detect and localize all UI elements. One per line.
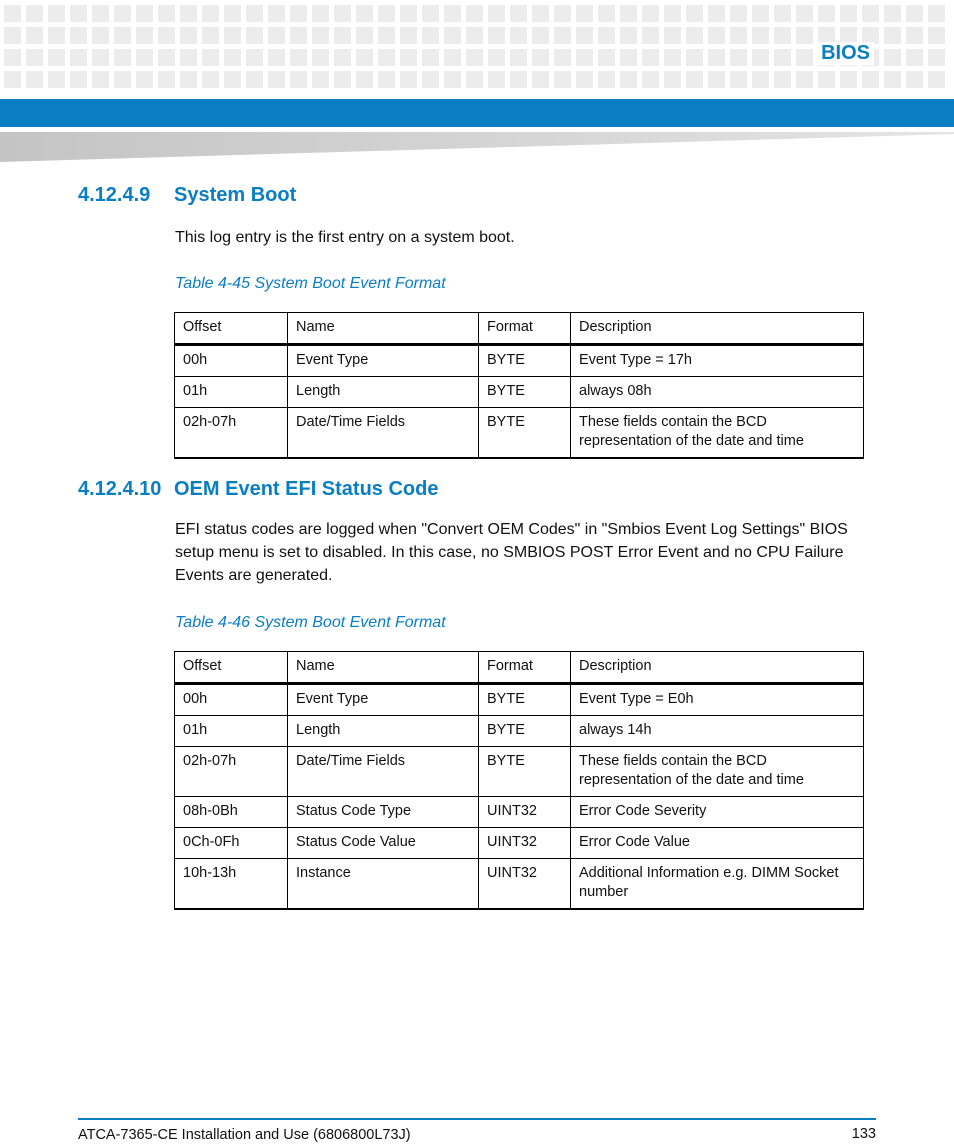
- oem-event-format-table: [174, 651, 864, 910]
- table-row: [175, 408, 864, 459]
- column-header-description: Description: [571, 313, 864, 345]
- cell-name: Instance: [288, 859, 479, 910]
- section-title: OEM Event EFI Status Code: [174, 478, 439, 500]
- cell-description: Event Type = E0h: [571, 684, 864, 716]
- cell-offset: 0Ch-0Fh: [175, 828, 288, 859]
- cell-name: Event Type: [288, 684, 479, 716]
- cell-format: BYTE: [479, 716, 571, 747]
- cell-offset: 08h-0Bh: [175, 797, 288, 828]
- cell-offset: 10h-13h: [175, 859, 288, 910]
- cell-format: BYTE: [479, 408, 571, 459]
- column-header-name: Name: [288, 313, 479, 345]
- table-row: [175, 797, 864, 828]
- footer-document-title: ATCA-7365-CE Installation and Use (6806800L73J): [78, 1127, 411, 1143]
- cell-name: Date/Time Fields: [288, 408, 479, 459]
- cell-offset: 02h-07h: [175, 747, 288, 797]
- cell-description: always 14h: [571, 716, 864, 747]
- table-row: [175, 716, 864, 747]
- column-header-offset: Offset: [175, 652, 288, 684]
- cell-name: Status Code Type: [288, 797, 479, 828]
- cell-name: Event Type: [288, 345, 479, 377]
- table-caption: Table 4-45 System Boot Event Format: [175, 275, 446, 292]
- cell-offset: 01h: [175, 716, 288, 747]
- table-row: [175, 828, 864, 859]
- cell-description: Error Code Severity: [571, 797, 864, 828]
- system-boot-format-table: [174, 312, 864, 459]
- section-body-text: EFI status codes are logged when "Convert OEM Codes" in "Smbios Event Log Settings" BIOS setup menu is set to disabled. In this case, no SMBIOS POST Error Event and no CPU Failure Events are generated.: [175, 521, 848, 584]
- section-heading-system-boot: [78, 184, 296, 207]
- cell-offset: 00h: [175, 684, 288, 716]
- cell-format: BYTE: [479, 377, 571, 408]
- table-caption: Table 4-46 System Boot Event Format: [175, 614, 446, 631]
- footer-rule: [78, 1118, 876, 1120]
- cell-format: BYTE: [479, 684, 571, 716]
- table-row: [175, 377, 864, 408]
- running-section-label: BIOS: [817, 42, 874, 65]
- cell-description: These fields contain the BCD representation of the date and time: [571, 747, 864, 797]
- table-row: [175, 345, 864, 377]
- table-row: [175, 859, 864, 910]
- table-header-row: [175, 313, 864, 345]
- cell-description: Error Code Value: [571, 828, 864, 859]
- cell-name: Length: [288, 716, 479, 747]
- section-number: 4.12.4.10: [78, 478, 162, 500]
- header-gray-wedge: [0, 132, 954, 164]
- column-header-format: Format: [479, 652, 571, 684]
- section-body-text: This log entry is the first entry on a system boot.: [175, 229, 515, 246]
- table-row: [175, 747, 864, 797]
- column-header-offset: Offset: [175, 313, 288, 345]
- cell-name: Length: [288, 377, 479, 408]
- cell-description: These fields contain the BCD representation of the date and time: [571, 408, 864, 459]
- column-header-format: Format: [479, 313, 571, 345]
- table-header-row: [175, 652, 864, 684]
- cell-format: UINT32: [479, 859, 571, 910]
- section-title: System Boot: [174, 184, 297, 206]
- cell-format: BYTE: [479, 345, 571, 377]
- header-blue-bar: [0, 99, 954, 127]
- cell-description: always 08h: [571, 377, 864, 408]
- cell-format: UINT32: [479, 828, 571, 859]
- cell-name: Date/Time Fields: [288, 747, 479, 797]
- header-tile-pattern: [0, 0, 954, 96]
- page-number: 133: [851, 1126, 876, 1142]
- cell-format: UINT32: [479, 797, 571, 828]
- cell-name: Status Code Value: [288, 828, 479, 859]
- cell-offset: 01h: [175, 377, 288, 408]
- column-header-name: Name: [288, 652, 479, 684]
- cell-description: Additional Information e.g. DIMM Socket number: [571, 859, 864, 910]
- column-header-description: Description: [571, 652, 864, 684]
- cell-offset: 02h-07h: [175, 408, 288, 459]
- cell-format: BYTE: [479, 747, 571, 797]
- section-heading-oem-event: [78, 478, 438, 501]
- cell-offset: 00h: [175, 345, 288, 377]
- section-number: 4.12.4.9: [78, 184, 151, 206]
- cell-description: Event Type = 17h: [571, 345, 864, 377]
- table-row: [175, 684, 864, 716]
